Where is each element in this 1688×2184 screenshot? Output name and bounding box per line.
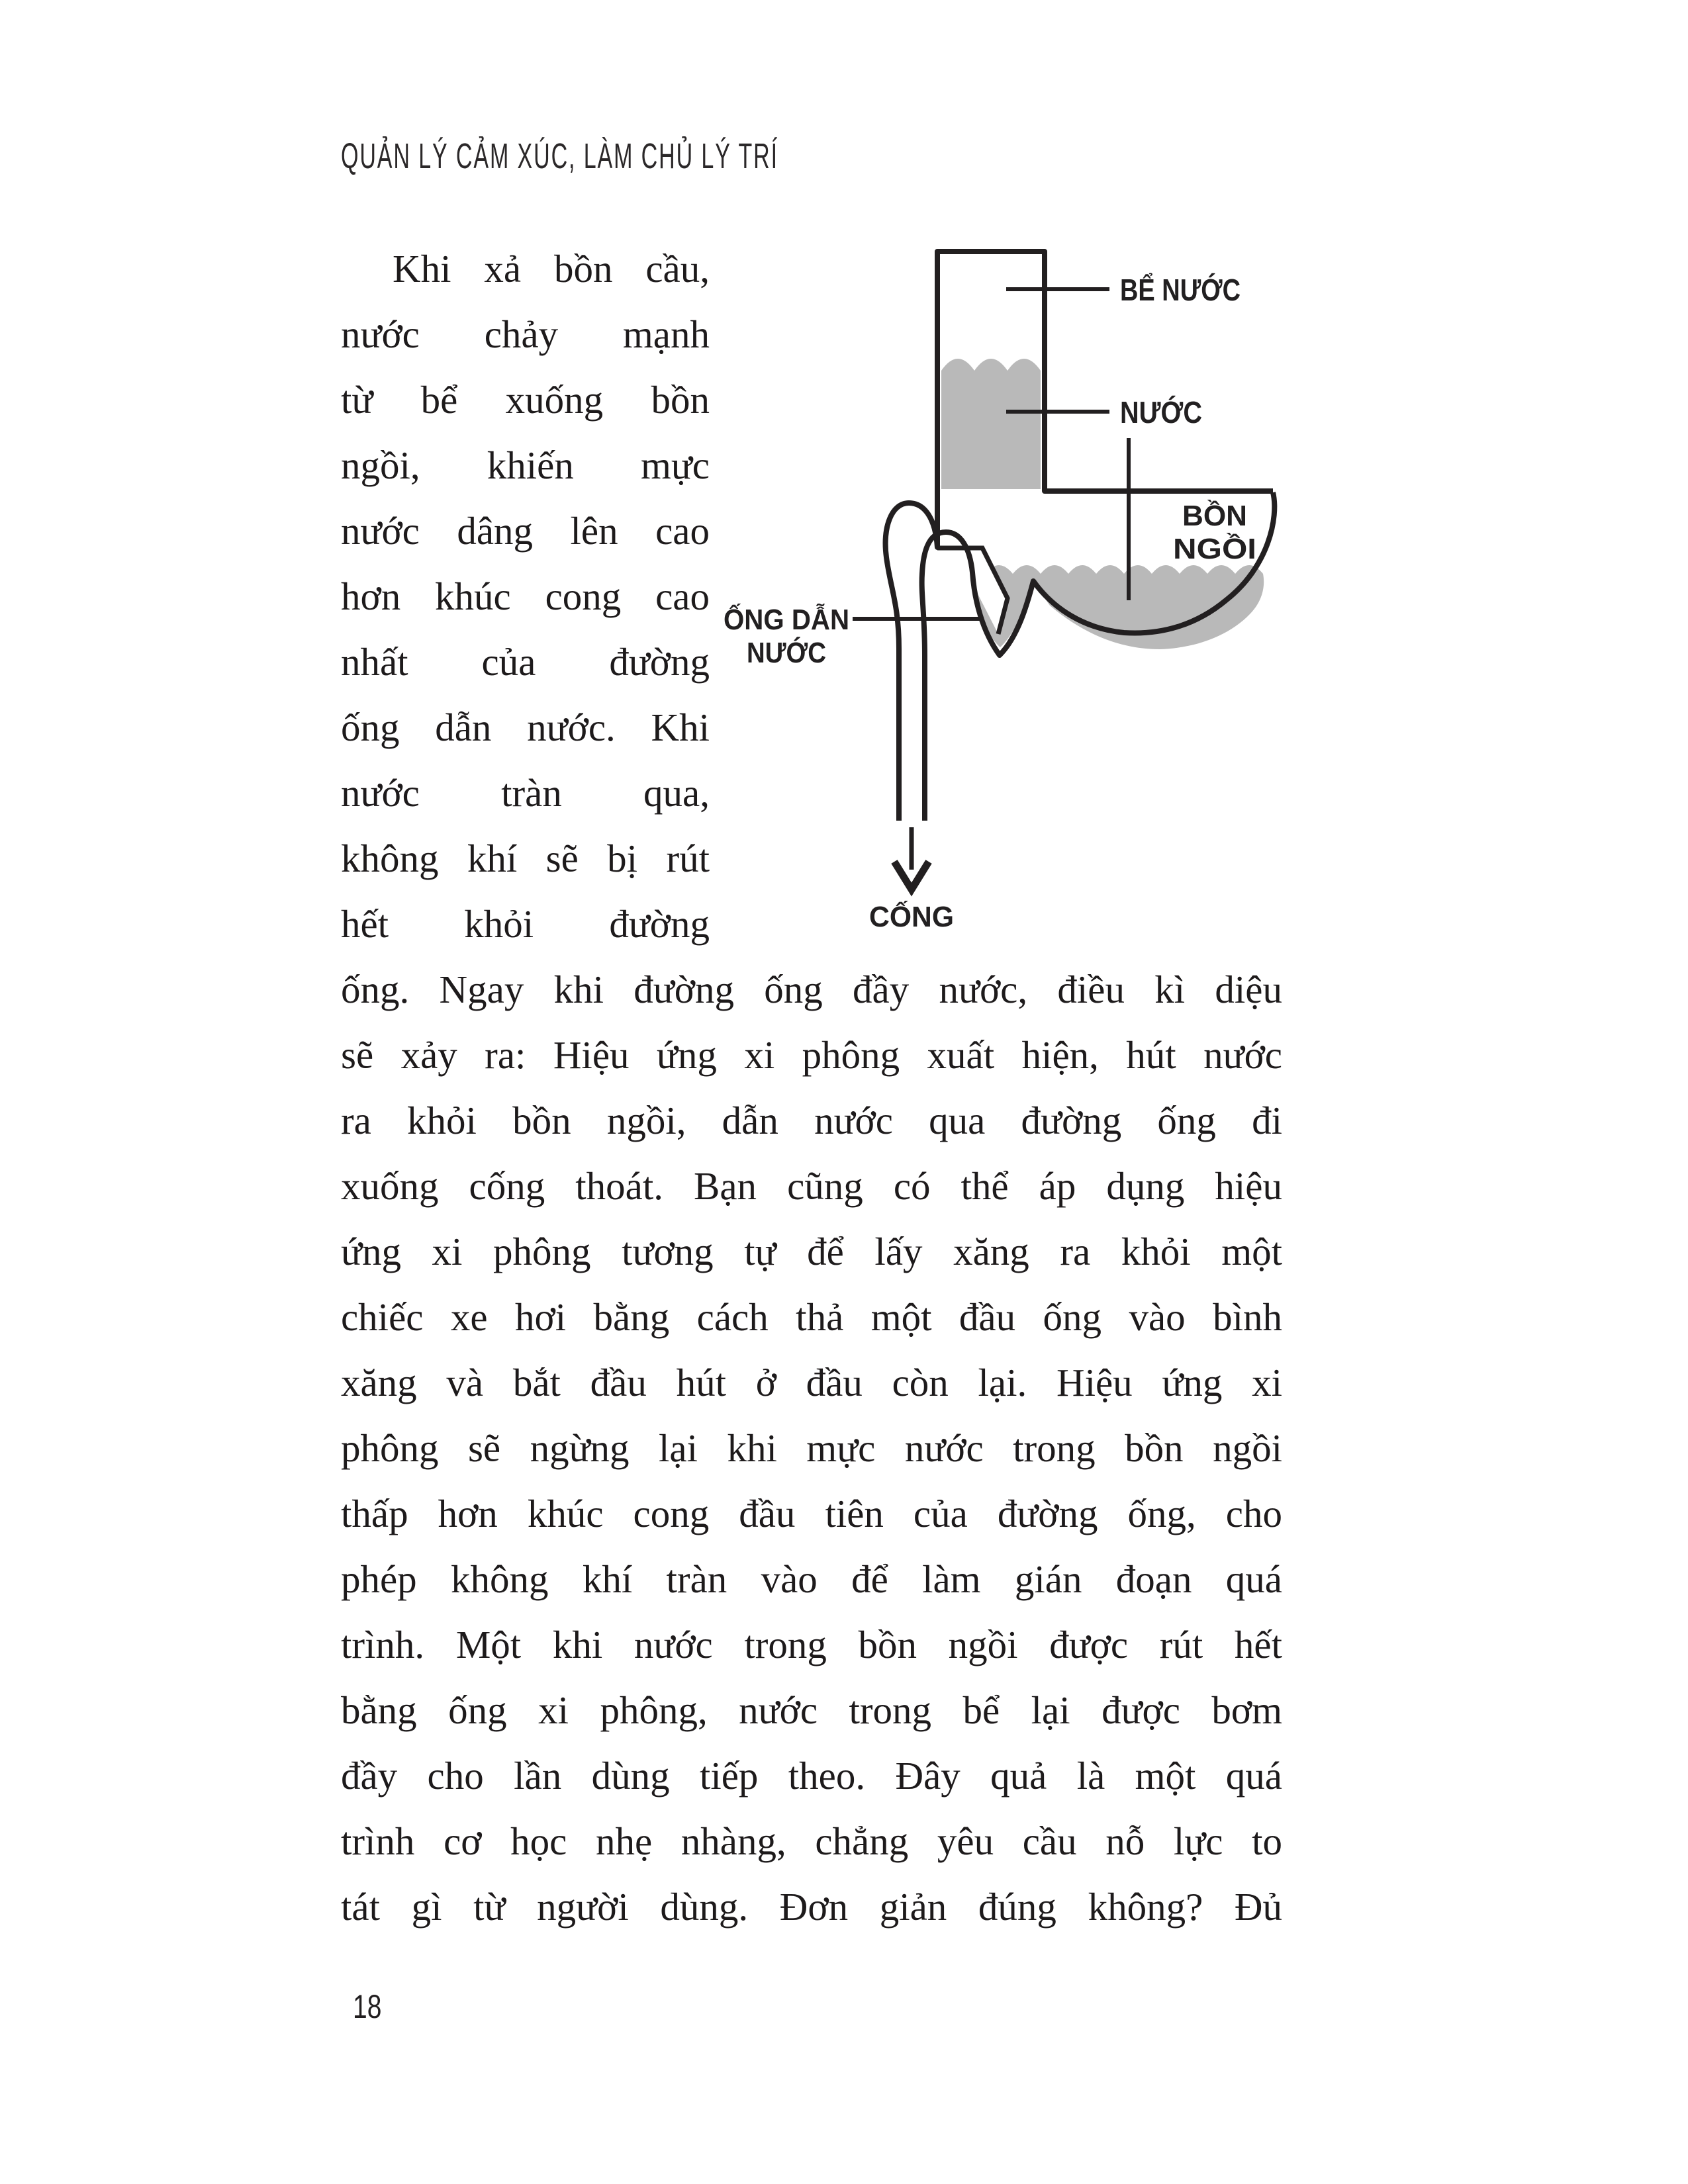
bowl-label-line2: NGỒI (1173, 533, 1248, 565)
text-line: ra khỏi bồn ngồi, dẫn nước qua đường ống đi (341, 1099, 1282, 1142)
text-line: tát gì từ người dùng. Đơn giản đúng không? Đủ (341, 1885, 1282, 1929)
text-line: nước dâng lên cao (341, 509, 710, 553)
text-line: chiếc xe hơi bằng cách thả một đầu ống vào bình (341, 1295, 1282, 1339)
text-line: phép không khí tràn vào để làm gián đoạn quá (341, 1557, 1282, 1601)
paragraph-full-width (341, 957, 1282, 1940)
water-label: NƯỚC (1120, 395, 1202, 430)
running-header: QUẢN LÝ CẢM XÚC, LÀM CHỦ LÝ TRÍ (341, 136, 778, 176)
text-line: Khi xả bồn cầu, (393, 247, 710, 291)
tank-label: BỂ NƯỚC (1120, 273, 1241, 307)
text-line: ống dẫn nước. Khi (341, 705, 710, 749)
text-line: không khí sẽ bị rút (341, 837, 710, 880)
text-line: xăng và bắt đầu hút ở đầu còn lại. Hiệu ứng xi (341, 1361, 1282, 1404)
text-line: nhất của đường (341, 640, 710, 684)
toilet-siphon-diagram (708, 240, 1291, 941)
text-line: nước chảy mạnh (341, 312, 710, 356)
drain-label: CỐNG (869, 901, 957, 933)
pipe-label-line2: NƯỚC (747, 637, 838, 669)
pipe-label-line1: ỐNG DẪN (724, 604, 861, 636)
text-line: sẽ xảy ra: Hiệu ứng xi phông xuất hiện, hút nước (341, 1033, 1282, 1077)
text-line: ứng xi phông tương tự để lấy xăng ra khỏi một (341, 1230, 1282, 1273)
text-line: thấp hơn khúc cong đầu tiên của đường ống, cho (341, 1492, 1282, 1535)
text-line: xuống cống thoát. Bạn cũng có thể áp dụng hiệu (341, 1164, 1282, 1208)
text-line: phông sẽ ngừng lại khi mực nước trong bồn ngồi (341, 1426, 1282, 1470)
text-line: bằng ống xi phông, nước trong bể lại được bơm (341, 1688, 1282, 1732)
bowl-label-line1: BỒN (1182, 500, 1247, 532)
text-line: từ bể xuống bồn (341, 378, 710, 422)
siphon-diagram-svg (708, 240, 1291, 941)
text-line: trình cơ học nhẹ nhàng, chẳng yêu cầu nỗ lực to (341, 1819, 1282, 1863)
text-line: nước tràn qua, (341, 771, 710, 815)
page-number: 18 (353, 1988, 382, 2025)
text-line: trình. Một khi nước trong bồn ngồi được rút hết (341, 1623, 1282, 1666)
text-line: ống. Ngay khi đường ống đầy nước, điều kì diệu (341, 968, 1282, 1011)
text-line: đầy cho lần dùng tiếp theo. Đây quả là một quá (341, 1754, 1282, 1797)
text-line: hết khỏi đường (341, 902, 710, 946)
paragraph-column (341, 236, 710, 957)
tank-water-fill (941, 359, 1041, 489)
text-line: ngồi, khiến mực (341, 443, 710, 487)
down-arrow-icon (894, 827, 929, 889)
text-line: hơn khúc cong cao (341, 574, 710, 618)
